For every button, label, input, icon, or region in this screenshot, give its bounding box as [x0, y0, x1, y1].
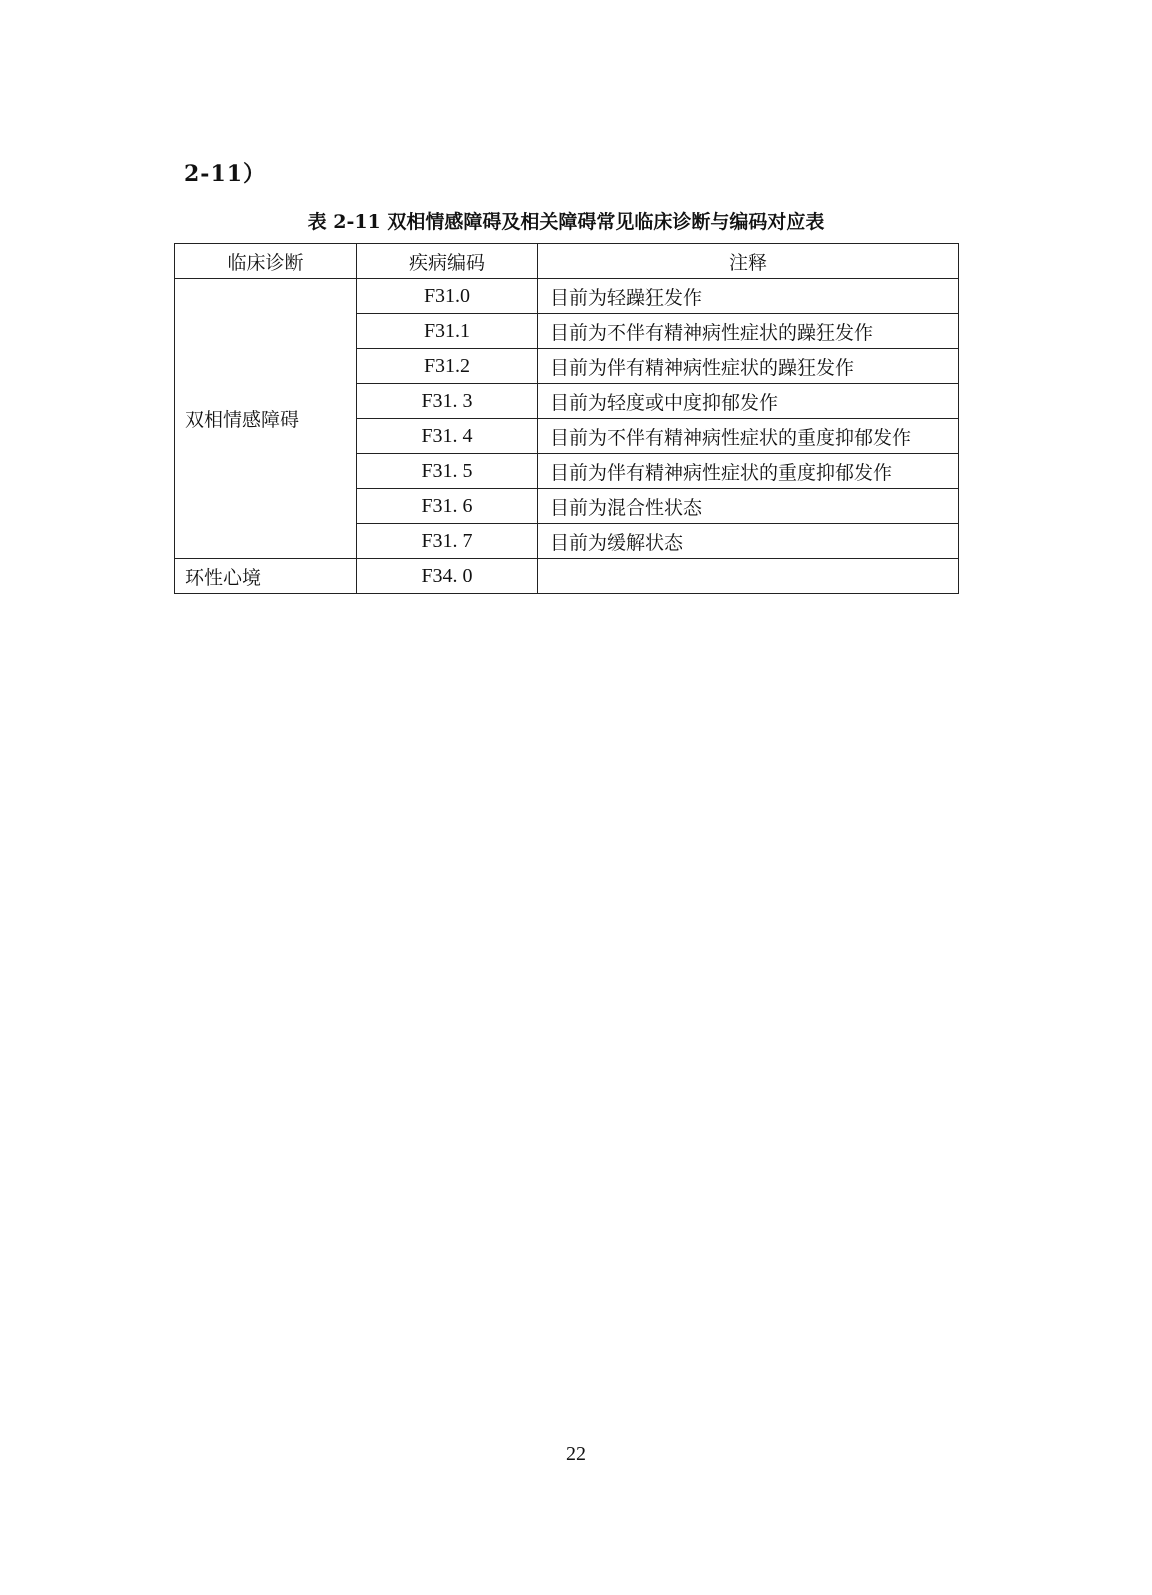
- note-cell: 目前为混合性状态: [538, 489, 959, 524]
- code-cell: F31. 7: [357, 524, 538, 559]
- note-cell: 目前为轻度或中度抑郁发作: [538, 384, 959, 419]
- code-cell: F34. 0: [357, 559, 538, 594]
- note-cell: 目前为不伴有精神病性症状的重度抑郁发作: [538, 419, 959, 454]
- table-header-row: [175, 244, 959, 279]
- note-cell: 目前为不伴有精神病性症状的躁狂发作: [538, 314, 959, 349]
- table-row: [175, 559, 959, 594]
- note-cell: 目前为缓解状态: [538, 524, 959, 559]
- code-cell: F31.2: [357, 349, 538, 384]
- section-heading-fragment: 2-11）: [184, 161, 267, 187]
- code-cell: F31. 4: [357, 419, 538, 454]
- note-cell: 目前为伴有精神病性症状的躁狂发作: [538, 349, 959, 384]
- note-cell: 目前为轻躁狂发作: [538, 279, 959, 314]
- page-number: 22: [566, 1443, 586, 1465]
- note-cell: [538, 559, 959, 594]
- diagnosis-cell-cyclothymia: 环性心境: [175, 559, 357, 594]
- code-cell: F31. 3: [357, 384, 538, 419]
- header-disease-code: 疾病编码: [357, 244, 538, 279]
- note-cell: 目前为伴有精神病性症状的重度抑郁发作: [538, 454, 959, 489]
- code-cell: F31. 5: [357, 454, 538, 489]
- code-cell: F31.0: [357, 279, 538, 314]
- diagnosis-code-table: [174, 243, 959, 594]
- table-caption: 表 2-11 双相情感障碍及相关障碍常见临床诊断与编码对应表: [307, 211, 825, 233]
- header-clinical-diagnosis: 临床诊断: [175, 244, 357, 279]
- diagnosis-cell-bipolar: 双相情感障碍: [175, 279, 357, 559]
- code-cell: F31.1: [357, 314, 538, 349]
- table-row: [175, 279, 959, 314]
- header-note: 注释: [538, 244, 959, 279]
- code-cell: F31. 6: [357, 489, 538, 524]
